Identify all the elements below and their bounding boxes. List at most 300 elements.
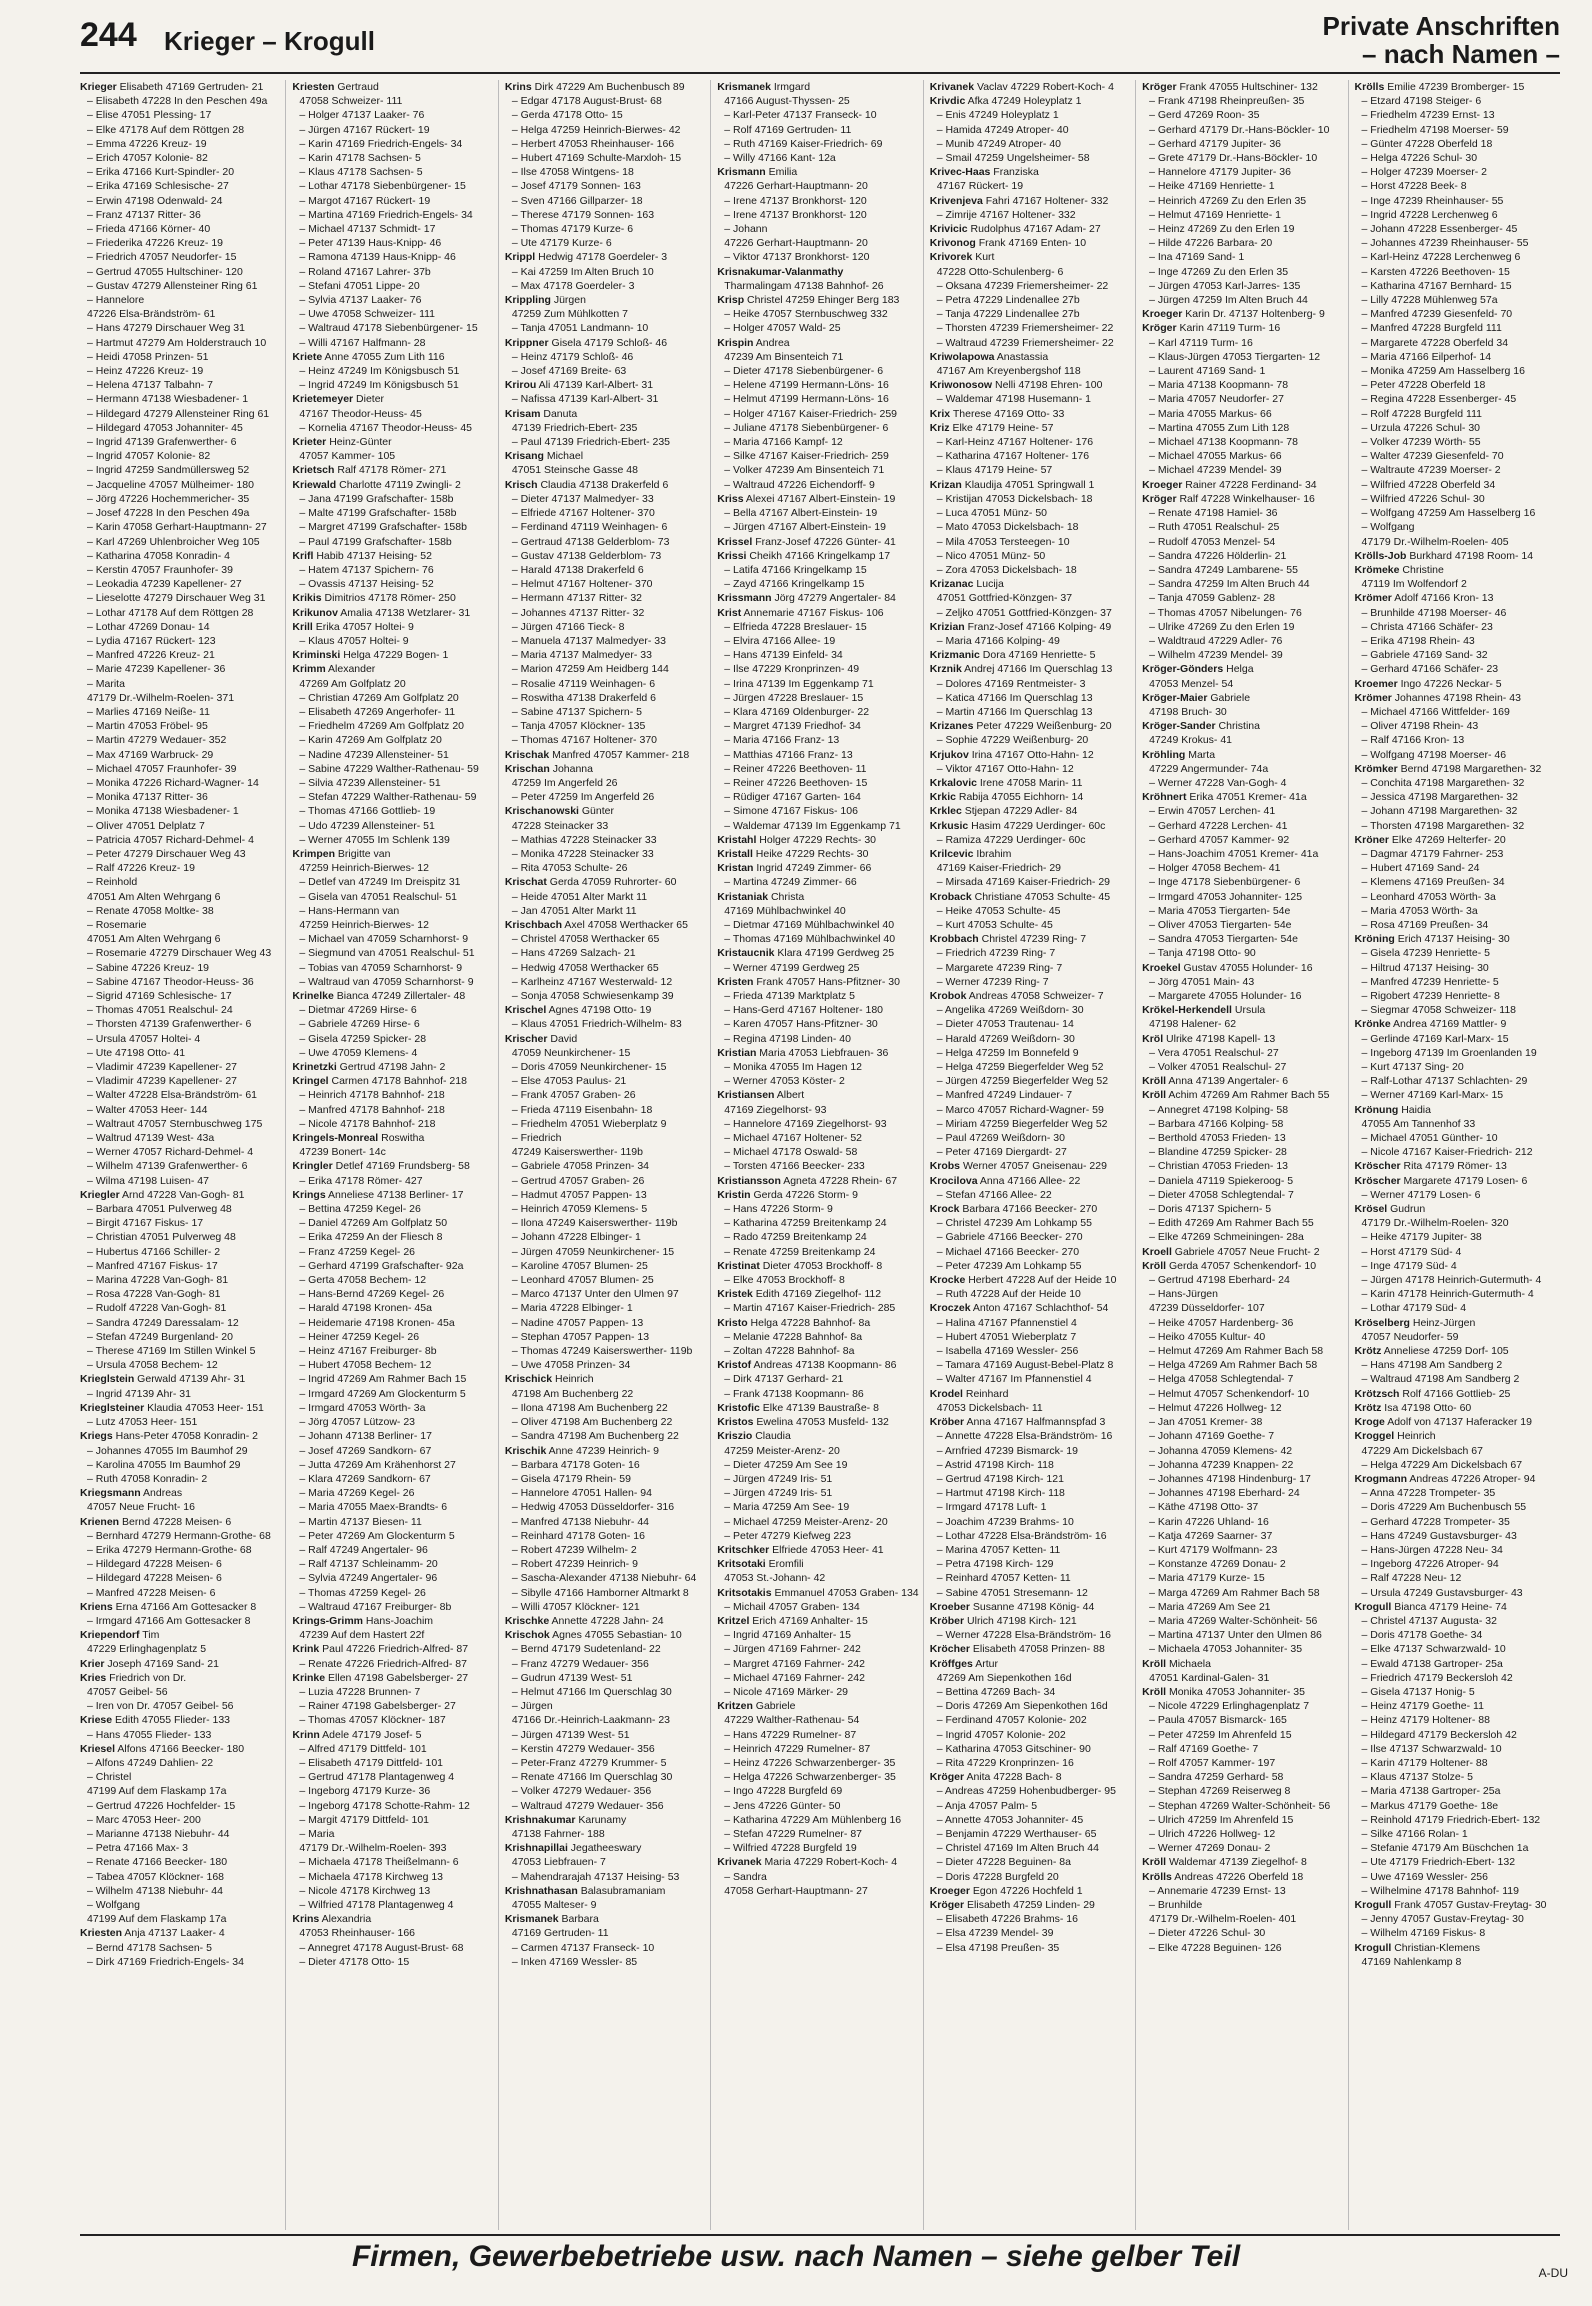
entry-details: – Jürgen 47139 West- 51 [511,1728,630,1741]
directory-entry [717,179,918,193]
directory-entry [505,1543,706,1557]
entry-details: – Ramiza 47229 Uerdinger- 60c [936,833,1086,846]
directory-entry [505,1358,706,1372]
entry-details: – Etzard 47198 Steiger- 6 [1361,95,1482,108]
entry-details: 47269 Am Siepenkothen 16d [936,1671,1072,1684]
entry-surname: Kroback [929,890,972,903]
entry-details: – Lothar 47178 Auf dem Röttgen 28 [87,606,254,619]
entry-surname: Kritschker [717,1543,770,1556]
directory-entry [717,1344,918,1358]
entry-details: – Elvira 47166 Allee- 19 [724,634,836,647]
entry-details: – Maria 47057 Neudorfer- 27 [1149,393,1284,406]
entry-details: – Hartmut 47198 Kirch- 118 [936,1487,1065,1500]
entry-details: – Holger 47058 Bechem- 41 [1149,862,1281,875]
directory-entry [717,492,918,506]
entry-details: – Jürgen 47166 Tieck- 8 [511,620,625,633]
entry-details: – Rosemarie 47279 Dirschauer Weg 43 [87,947,272,960]
directory-entry [1355,932,1556,946]
entry-details: 47169 Mühlbachwinkel 40 [724,904,846,917]
directory-entry [505,1344,706,1358]
entry-details: Egon 47226 Hochfeld 1 [969,1884,1083,1897]
directory-entry [1142,1855,1343,1869]
directory-entry [1142,1614,1343,1628]
entry-details: Andreas 47058 Schweizer- 7 [966,990,1104,1002]
entry-details: – Karl-Heinz 47167 Holtener- 176 [936,436,1094,449]
entry-details: – Jürgen 47178 Heinrich-Gutermuth- 4 [1361,1274,1542,1287]
entry-details: Erika 47051 Kremer- 41a [1186,791,1307,804]
entry-details: – Ingrid 47249 Im Königsbusch 51 [299,379,459,392]
directory-entry [292,1770,493,1784]
entry-details: 47179 Dr.-Wilhelm-Roelen- 371 [87,691,235,704]
entry-surname: Kristek [717,1288,753,1301]
directory-entry [505,946,706,960]
entry-details: – Johannes 47239 Rheinhauser- 55 [1361,237,1529,250]
directory-entry [717,677,918,691]
directory-entry [717,1372,918,1386]
entry-details: – Waldtraud 47229 Adler- 76 [1149,634,1283,647]
directory-entry [717,776,918,790]
directory-entry [1355,1287,1556,1301]
directory-entry [930,1685,1131,1699]
directory-entry [717,1330,918,1344]
directory-entry [1355,1884,1556,1898]
directory-entry [1355,719,1556,733]
entry-details: – Josef 47179 Sonnen- 163 [511,180,641,193]
directory-entry [292,861,493,875]
entry-details: – Herbert 47053 Rheinhauser- 166 [511,137,675,150]
directory-entry [292,279,493,293]
entry-details: Erich 47169 Anhalter- 15 [749,1614,868,1627]
entry-details: Adolf von 47137 Haferacker 19 [1384,1416,1532,1429]
directory-entry [930,1415,1131,1429]
entry-details: – Sabine 47051 Stresemann- 12 [936,1586,1088,1599]
directory-entry [292,1358,493,1372]
entry-details: – Manfred 47167 Fiskus- 17 [87,1259,218,1272]
directory-entry [930,1017,1131,1031]
directory-entry [80,1401,281,1415]
directory-entry [717,719,918,733]
directory-entry [717,265,918,279]
entry-details: – Thomas 47179 Kurze- 6 [511,223,634,236]
entry-details: – Ilse 47229 Kronprinzen- 49 [724,663,860,676]
entry-details: – Heike 47169 Henriette- 1 [1149,180,1275,193]
directory-entry [1355,748,1556,762]
entry-details: – Holger 47239 Moerser- 2 [1361,166,1488,179]
entry-details: – Nicole 47178 Kirchweg 13 [299,1884,431,1897]
directory-entry [80,975,281,989]
directory-entry [1142,549,1343,563]
entry-details: – Matthias 47166 Franz- 13 [724,748,853,761]
directory-entry [505,1614,706,1628]
directory-entry [1355,1486,1556,1500]
directory-entry [505,1131,706,1145]
entry-details: – Conchita 47198 Margarethen- 32 [1361,776,1525,789]
entry-details: Maria 47053 Liebfrauen- 36 [756,1046,889,1059]
directory-entry [292,719,493,733]
entry-details: – Elke 47178 Auf dem Röttgen 28 [87,123,245,136]
directory-entry [717,989,918,1003]
entry-details: – Viktor 47137 Bronkhorst- 120 [724,251,870,264]
entry-details: 47199 Auf dem Flaskamp 17a [87,1913,227,1926]
entry-details: – Paula 47057 Bismarck- 165 [1149,1714,1287,1727]
entry-details: – Ilse 47058 Wintgens- 18 [511,166,634,179]
directory-entry [930,1245,1131,1259]
entry-details: Johanna [549,762,593,775]
directory-entry [1142,307,1343,321]
entry-details: – Friedrich 47239 Ring- 7 [936,947,1056,960]
entry-details: Heinrich [552,1373,594,1386]
directory-entry [717,1614,918,1628]
directory-entry [717,1486,918,1500]
directory-entry [292,478,493,492]
entry-details: – Josef 47269 Sandkorn- 67 [299,1444,432,1457]
entry-surname: Krishnapillai [504,1842,568,1855]
directory-entry [717,1017,918,1031]
directory-entry [717,1600,918,1614]
entry-details: – Manfred 47228 Burgfeld 111 [1361,322,1502,335]
directory-entry [1355,705,1556,719]
directory-entry [930,677,1131,691]
entry-surname: Kristof [717,1359,752,1372]
entry-details: – Vladimir 47239 Kapellener- 27 [87,1061,238,1074]
directory-entry [717,535,918,549]
entry-details: – Dirk 47137 Gerhard- 21 [724,1373,844,1386]
directory-entry [505,1642,706,1656]
entry-details: Anna 47139 Angertaler- 6 [1166,1075,1289,1088]
directory-entry [717,961,918,975]
directory-entry [1142,833,1343,847]
entry-surname: Kristinat [717,1259,760,1272]
directory-entry [1142,1472,1343,1486]
directory-column [80,80,286,2230]
entry-details: 47198 Bruch- 30 [1149,705,1227,718]
entry-surname: Kroczek [929,1302,971,1315]
entry-details: Emmanuel 47053 Graben- 134 [771,1586,919,1599]
directory-entry [1142,1500,1343,1514]
directory-entry [505,165,706,179]
entry-details: – Martina 47137 Unter den Ulmen 86 [1149,1629,1322,1642]
directory-entry [1355,293,1556,307]
directory-entry [1142,961,1343,975]
directory-entry [292,108,493,122]
directory-entry [717,549,918,563]
directory-entry [717,236,918,250]
entry-details: – Udo 47239 Allensteiner- 51 [299,819,435,832]
directory-entry [505,1571,706,1585]
entry-details: – Gertrud 47178 Plantagenweg 4 [299,1771,455,1784]
entry-details: Alexei 47167 Albert-Einstein- 19 [743,492,896,505]
entry-details: – Luzia 47228 Brunnen- 7 [299,1685,421,1698]
entry-details: 47051 Gottfried-Könzgen- 37 [936,592,1073,605]
entry-details: – Rolf 47057 Kammer- 197 [1149,1756,1276,1769]
entry-details: Dieter [353,393,385,406]
entry-details: – Michael 47178 Oswald- 58 [724,1146,858,1159]
entry-details: 47229 Walther-Rathenau- 54 [724,1714,860,1727]
entry-details: – Maria 47137 Malmedyer- 33 [511,649,652,662]
entry-surname: Kristen [717,975,754,988]
entry-details: Christiane 47053 Schulte- 45 [971,890,1111,903]
entry-details: Anneliese 47259 Dorf- 105 [1381,1345,1509,1358]
directory-entry [292,1813,493,1827]
header-rule [80,72,1560,74]
directory-entry [1355,1799,1556,1813]
entry-details: – Hildegard 47228 Meisen- 6 [87,1558,222,1571]
entry-details: – Mathias 47228 Steinacker 33 [511,833,657,846]
entry-details: – Heinz 47179 Schloß- 46 [511,350,634,363]
directory-entry [717,1117,918,1131]
directory-entry [717,279,918,293]
entry-details: – Maria 47138 Koopmann- 78 [1149,379,1289,392]
entry-details: – Nafissa 47139 Karl-Albert- 31 [511,393,659,406]
directory-entry [292,1074,493,1088]
directory-entry [1142,165,1343,179]
entry-details: – Michael 47259 Meister-Arenz- 20 [724,1515,888,1528]
directory-entry [292,392,493,406]
directory-entry [505,1017,706,1031]
entry-details: 47179 Dr.-Wilhelm-Roelen- 405 [1361,535,1509,548]
entry-details: – Miriam 47259 Biegerfelder Weg 52 [936,1117,1108,1130]
entry-details: Elke 47139 Baustraße- 8 [759,1401,879,1414]
entry-details: – Martin 47137 Biesen- 11 [299,1515,422,1528]
directory-entry [505,648,706,662]
directory-entry [930,790,1131,804]
entry-details: Friedrich von Dr. [106,1671,187,1684]
entry-details: – Hermann 47138 Wiesbadener- 1 [87,393,249,406]
entry-details: – Margret 47169 Fahrner- 242 [724,1657,865,1670]
entry-surname: Krier [80,1657,105,1670]
directory-entry [1355,1415,1556,1429]
directory-entry [505,1515,706,1529]
entry-details: – Rita 47229 Kronprinzen- 16 [936,1756,1074,1769]
directory-entry [505,179,706,193]
entry-details: Ali 47139 Karl-Albert- 31 [536,379,654,392]
entry-details: Joseph 47169 Sand- 21 [104,1657,219,1670]
entry-details: Gabriele [1207,691,1251,704]
entry-details: Elke 47269 Helterfer- 20 [1388,833,1506,846]
entry-surname: Krklec [929,805,962,818]
entry-surname: Krix [929,407,951,420]
directory-entry [292,1941,493,1955]
entry-details: – Elisabeth 47179 Dittfeld- 101 [299,1756,444,1769]
entry-details: Christel 47259 Ehinger Berg 183 [744,294,900,307]
directory-entry [80,861,281,875]
directory-entry [1355,662,1556,676]
directory-entry [1355,1870,1556,1884]
entry-details: Bianca 47249 Zillertaler- 48 [333,990,466,1002]
entry-details: – Waltraut 47057 Sternbuschweg 175 [87,1117,263,1130]
directory-entry [717,1500,918,1514]
entry-details: – Bernd 47178 Sachsen- 5 [87,1941,212,1954]
directory-entry [505,1401,706,1415]
directory-entry [80,364,281,378]
entry-details: – Klemens 47169 Preußen- 34 [1361,876,1505,889]
directory-entry [1355,591,1556,605]
entry-details: – Waldemar 47139 Im Eggenkamp 71 [724,819,901,832]
directory-entry [505,321,706,335]
directory-entry [930,1287,1131,1301]
directory-entry [505,606,706,620]
entry-details: 47057 Neue Frucht- 16 [87,1501,195,1514]
entry-details: – Manfred 47228 Meisen- 6 [87,1586,216,1599]
entry-details: 47228 Steinacker 33 [511,819,609,832]
directory-entry [292,804,493,818]
entry-details: – Hildegard 47053 Johanniter- 45 [87,421,243,434]
directory-entry [80,1074,281,1088]
directory-entry [505,1898,706,1912]
entry-details: – Rosalie 47119 Weinhagen- 6 [511,677,656,690]
directory-entry [292,94,493,108]
entry-details: – Johannes 47198 Hindenburg- 17 [1149,1472,1311,1485]
entry-details: – Oksana 47239 Friemersheimer- 22 [936,279,1109,292]
entry-details: – Christel 47169 Im Alten Bruch 44 [936,1842,1099,1855]
entry-details: – Marion 47259 Am Heidberg 144 [511,663,669,676]
directory-entry [292,1458,493,1472]
entry-details: – Marlies 47169 Neiße- 11 [87,705,210,718]
directory-entry [717,151,918,165]
entry-details: – Volker 47239 Wörth- 55 [1361,436,1481,449]
directory-entry [1142,364,1343,378]
entry-details: – Jürgen 47167 Albert-Einstein- 19 [724,521,886,534]
entry-details: 47239 Am Binsenteich 71 [724,350,844,363]
entry-surname: Kröger [929,1899,965,1911]
directory-entry [1142,1784,1343,1798]
entry-details: – Renate 47259 Breitenkamp 24 [724,1245,876,1258]
directory-entry [1355,634,1556,648]
directory-entry [80,506,281,520]
entry-surname: Krinelke [292,990,334,1002]
directory-entry [1142,1515,1343,1529]
directory-entry [1355,1614,1556,1628]
entry-surname: Kröll [1142,1259,1167,1272]
directory-entry [292,1287,493,1301]
directory-entry [292,1728,493,1742]
directory-entry [292,1117,493,1131]
directory-entry [505,1600,706,1614]
directory-entry [717,1756,918,1770]
directory-entry [1355,321,1556,335]
entry-details: – Reinhold [87,876,138,889]
directory-entry [930,1713,1131,1727]
entry-details: – Stefani 47051 Lippe- 20 [299,279,420,292]
directory-entry [1142,662,1343,676]
entry-details: – Gabriele 47269 Hirse- 6 [299,1018,420,1031]
directory-entry [1355,1728,1556,1742]
entry-details: – Michaela 47178 Kirchweg 13 [299,1870,444,1883]
directory-entry [1355,1784,1556,1798]
entry-details: – Klaus 47057 Holtei- 9 [299,634,409,647]
entry-details: – Werner 47055 Im Schlenk 139 [299,833,450,846]
directory-entry [292,506,493,520]
directory-entry [505,890,706,904]
directory-entry [930,748,1131,762]
entry-details: – Sylvia 47249 Angertaler- 96 [299,1572,438,1585]
entry-details: – Erika 47169 Schlesische- 27 [87,180,229,193]
directory-entry [1142,1387,1343,1401]
entry-details: Alexander [325,663,376,676]
directory-entry [505,634,706,648]
entry-details: Johannes 47198 Rhein- 43 [1391,691,1521,704]
entry-details: – Bernd 47179 Sudetenland- 22 [511,1643,661,1656]
entry-details: Heinrich [1394,1430,1436,1443]
directory-entry [505,719,706,733]
directory-entry [80,1557,281,1571]
directory-entry [930,1202,1131,1216]
directory-entry [505,577,706,591]
directory-entry [505,1003,706,1017]
entry-details: – Inge 47239 Rheinhauser- 55 [1361,194,1504,207]
directory-entry [1142,1870,1343,1884]
entry-details: 47058 Gerhart-Hauptmann- 27 [724,1884,868,1897]
entry-details: Elisabeth 47259 Linden- 29 [964,1899,1095,1911]
directory-entry [717,804,918,818]
directory-entry [1355,1245,1556,1259]
directory-entry [80,1926,281,1940]
entry-details: – Waltraud 47279 Wedauer- 356 [511,1799,664,1812]
directory-entry [80,137,281,151]
directory-entry [930,506,1131,520]
entry-details: – Josef 47228 In den Peschen 49a [87,507,250,520]
directory-entry [80,1898,281,1912]
entry-details: – Dirk 47169 Friedrich-Engels- 34 [87,1955,244,1968]
entry-details: – Lieselotte 47279 Dirschauer Weg 31 [87,592,266,605]
section-title-line1: Private Anschriften [1322,11,1560,41]
directory-entry [1355,1855,1556,1869]
directory-entry [930,1784,1131,1798]
directory-entry [930,421,1131,435]
entry-details: – Ralf 47226 Kreuz- 19 [87,862,195,875]
directory-entry [80,1827,281,1841]
entry-surname: Krobs [929,1160,961,1173]
directory-entry [80,1955,281,1969]
directory-entry [505,364,706,378]
entry-details: – Friederika 47226 Kreuz- 19 [87,237,223,250]
entry-details: – Rado 47259 Breitenkamp 24 [724,1231,867,1244]
entry-details: Anna 47166 Allee- 22 [977,1174,1081,1187]
directory-entry [1355,307,1556,321]
entry-surname: Krönung [1354,1103,1399,1116]
entry-surname: Krischick [504,1373,553,1386]
directory-entry [1355,492,1556,506]
directory-entry [1355,606,1556,620]
entry-details: – Karin 47178 Sachsen- 5 [299,152,421,165]
entry-details: – Karlheinz 47167 Westerwald- 12 [511,975,673,988]
entry-details: – Ingrid 47228 Lerchenweg 6 [1361,208,1498,221]
entry-details: – Uwe 47169 Wessler- 256 [1361,1870,1488,1883]
directory-entry [80,378,281,392]
entry-details: – Munib 47249 Atroper- 40 [936,137,1062,150]
entry-details: Kurt [972,251,995,264]
directory-entry [292,463,493,477]
directory-entry [80,890,281,904]
entry-details: – Hildegard 47279 Allensteiner Ring 61 [87,407,270,420]
entry-details: – Nicole 47178 Bahnhof- 218 [299,1117,436,1130]
entry-details: – Angelika 47269 Weißdorn- 30 [936,1004,1084,1017]
directory-entry [1355,1642,1556,1656]
directory-entry [930,1827,1131,1841]
directory-entry [1142,1642,1343,1656]
directory-entry [1142,1401,1343,1415]
directory-entry [717,1202,918,1216]
entry-details: 47198 Halener- 62 [1149,1018,1237,1031]
entry-details: – Waltraud 47178 Siebenbürgener- 15 [299,322,478,335]
entry-details: Annette 47228 Jahn- 24 [549,1614,664,1627]
entry-details: – Regina 47228 Essenberger- 45 [1361,393,1517,406]
entry-details: – Thomas 47057 Klöckner- 187 [299,1714,446,1727]
directory-entry [80,1500,281,1514]
directory-entry [1142,392,1343,406]
directory-entry [1355,222,1556,236]
entry-details: – Gisela 47259 Spicker- 28 [299,1032,427,1045]
